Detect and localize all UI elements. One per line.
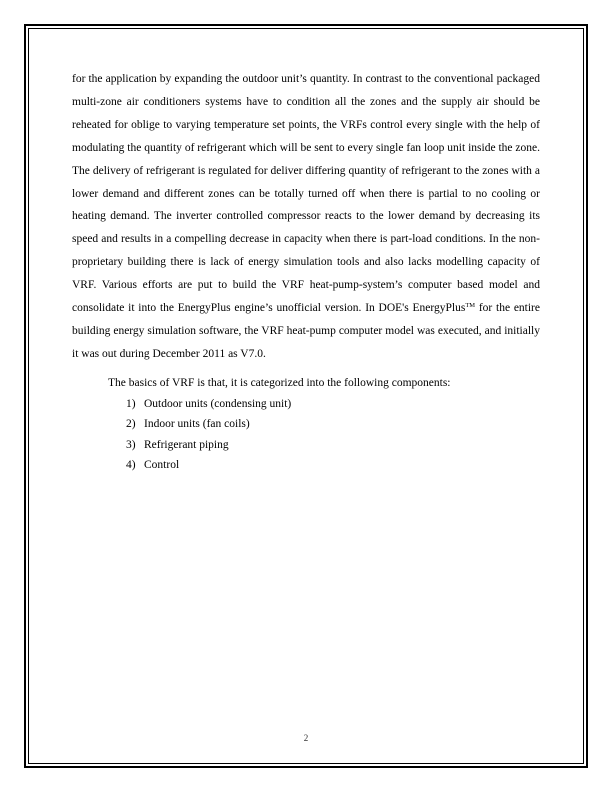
body-paragraph: [72, 68, 540, 366]
list-item-number: 2): [126, 418, 136, 431]
list-item-number: 4): [126, 458, 136, 471]
list-item-label: Indoor units (fan coils): [144, 418, 250, 431]
list-item-number: 1): [126, 398, 136, 410]
list-item-label: Refrigerant piping: [144, 438, 229, 451]
list-item: [126, 455, 291, 475]
paragraph-text: for the application by expanding the outdoor unit’s quantity. In contrast to the conventional packaged multi-zone air conditioners systems have to condition all the zones and the supply air should be reheated for oblige to varying temperature set points, the VRFs control every single with the help of modulating the quantity of refrigerant which will be sent to every single fan loop unit inside the zone. The delivery of refrigerant is regulated for deliver differing quantity of refrigerant to the zones with a lower demand and different zones can be totally turned off when there is partial to no cooling or heating demand. The inverter controlled compressor reacts to the lower demand by decreasing its speed and results in a compelling decrease in capacity when there is part-load conditions. In the non-proprietary building there is lack of energy simulation tools and also lacks modelling capacity of VRF. Various efforts are put to build the VRF heat-pump-system’s computer based model and consolidate it into the EnergyPlus engine’s unofficial version. In DOE's EnergyPlus: [72, 73, 540, 315]
list-item: [126, 435, 291, 455]
list-item-label: Control: [144, 458, 180, 471]
paragraph-text-continued: for the entire building energy simulation software, the VRF heat-pump computer model was executed, and initially it was out during December 2011 as V7.0.: [72, 302, 540, 360]
component-list: [126, 394, 291, 475]
list-item-number: 3): [126, 438, 136, 451]
list-item: [126, 414, 291, 434]
list-item-label: Outdoor units (condensing unit): [144, 398, 292, 410]
page-number: 2: [303, 733, 309, 743]
components-intro: The basics of VRF is that, it is categorized into the following components:: [108, 377, 451, 389]
trademark-superscript: TM: [465, 302, 476, 310]
list-item: [126, 394, 291, 414]
